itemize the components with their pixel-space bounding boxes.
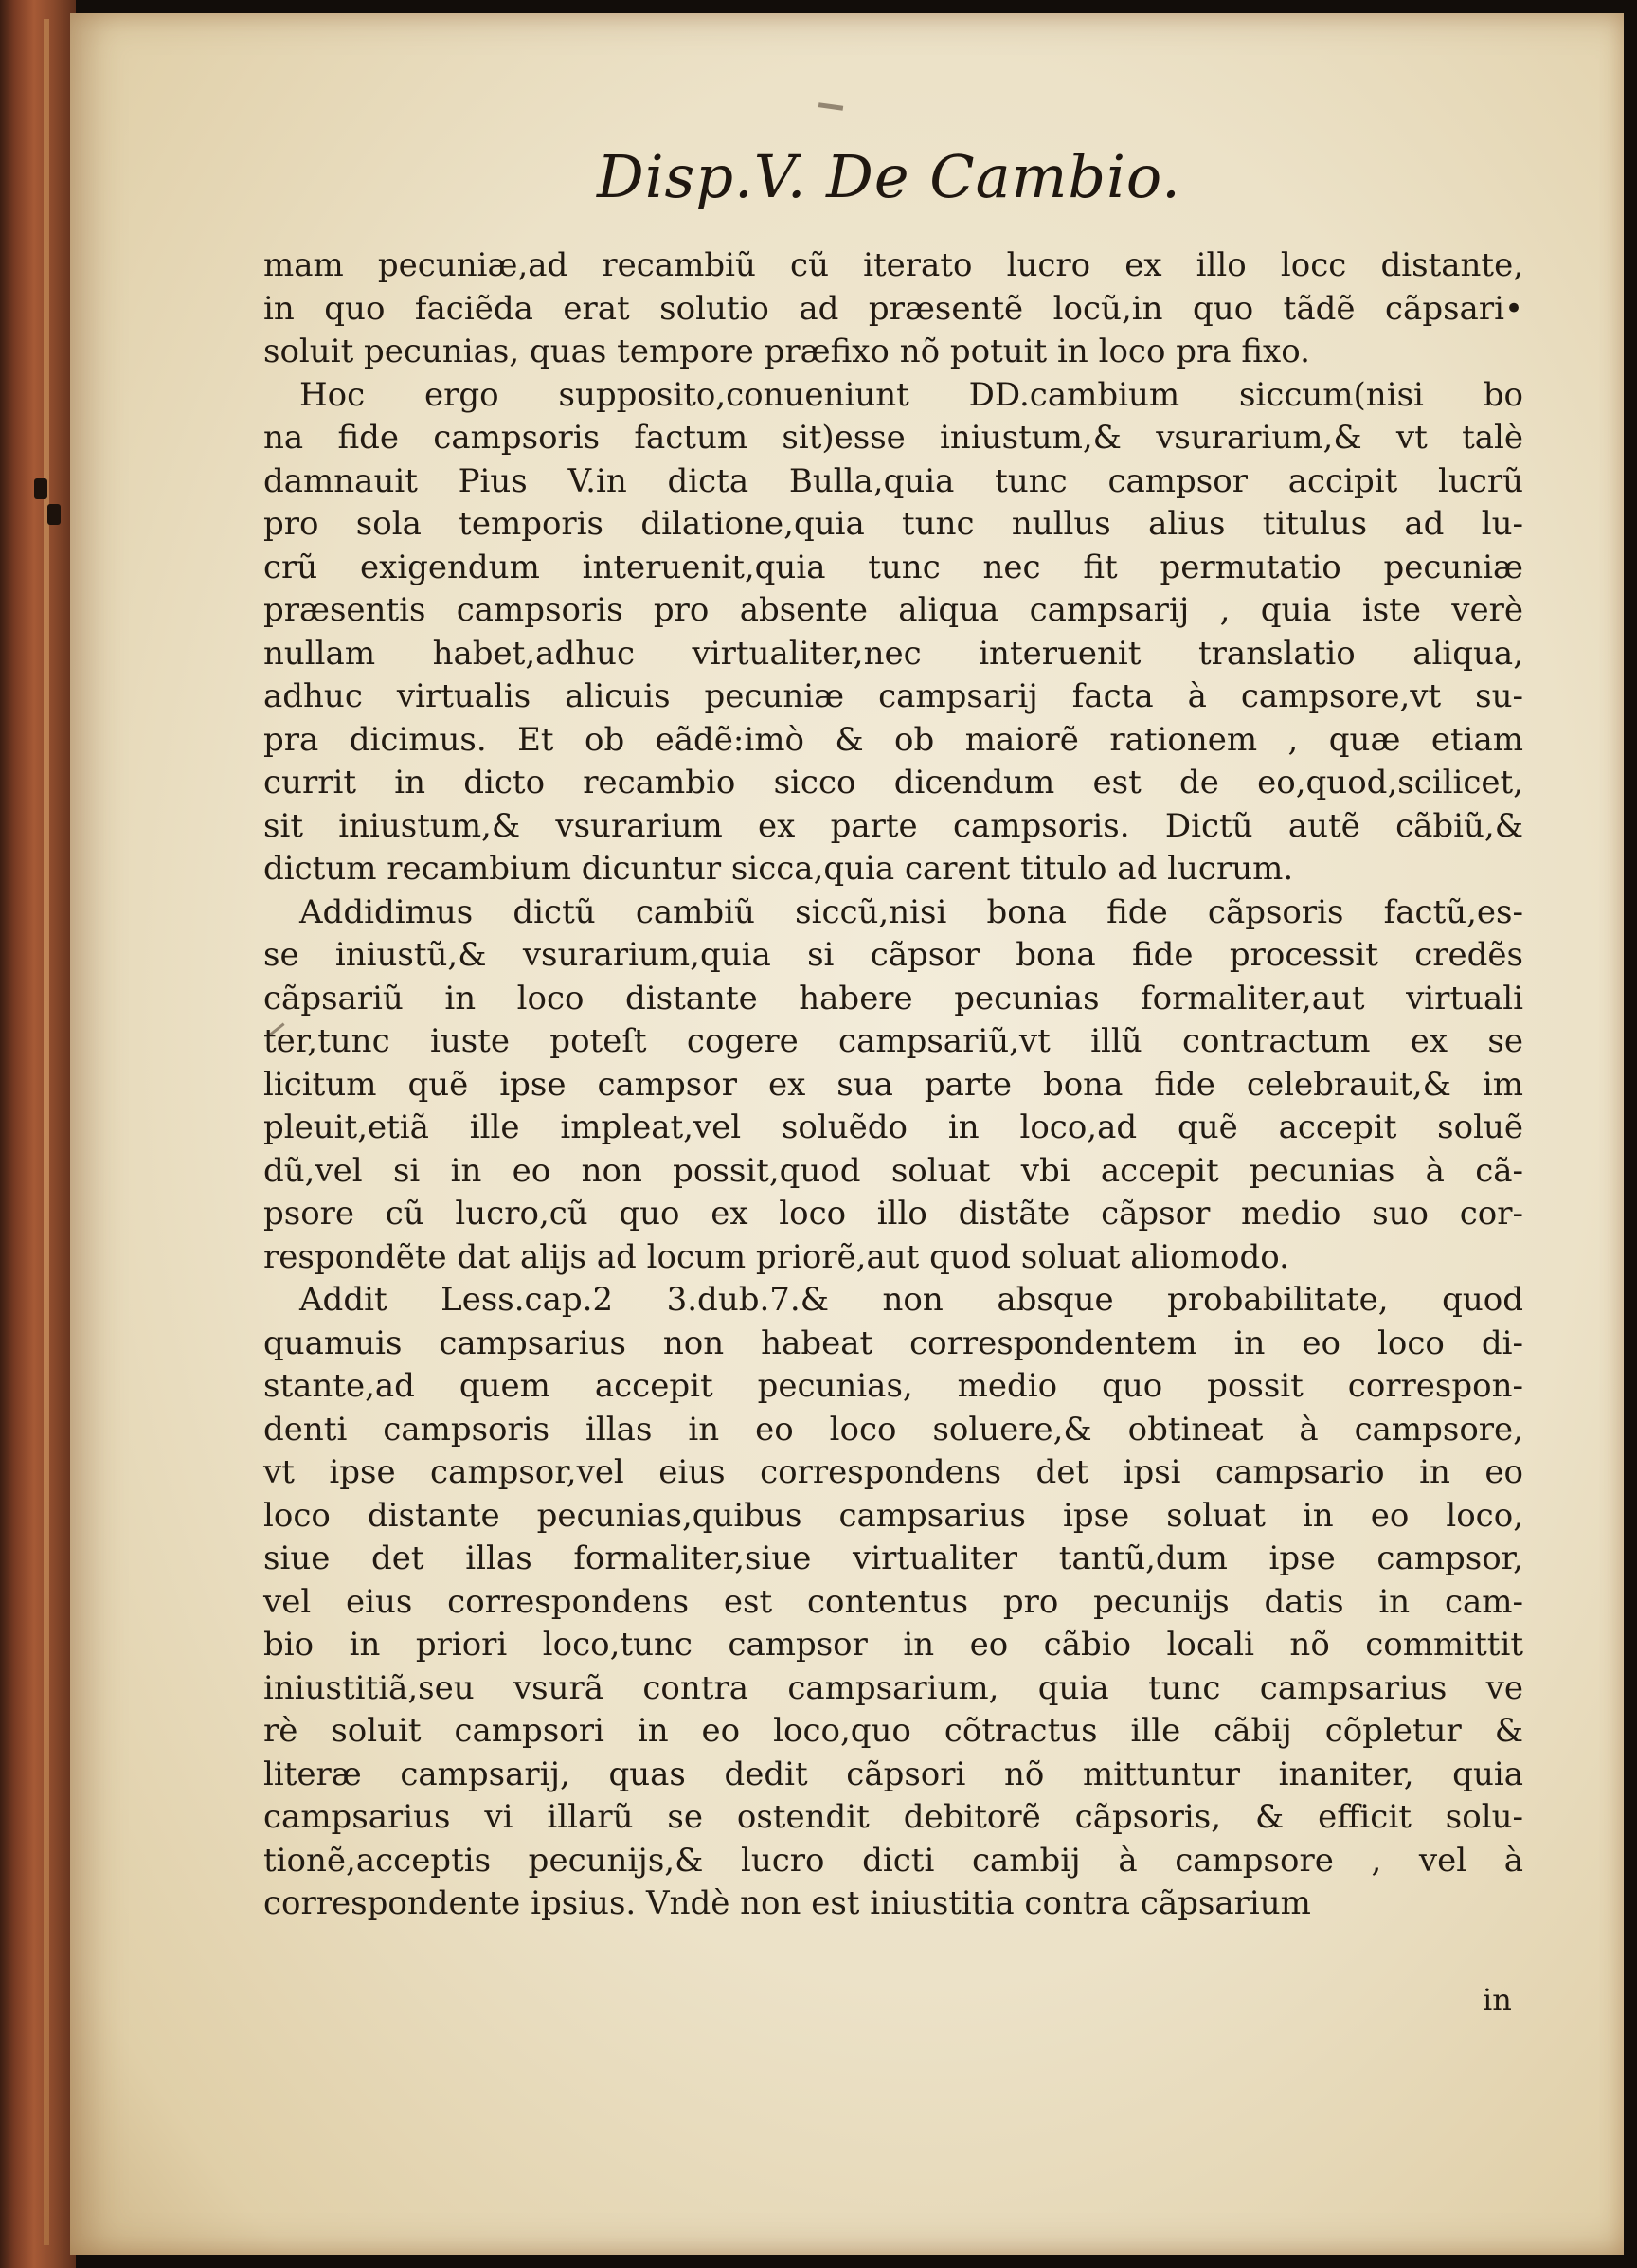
- text-line: campsarius vi illarũ se ostendit debitorẽ cãpsoris, & efficit solu-: [263, 1798, 1523, 1836]
- ink-smudge: [818, 102, 843, 111]
- text-line: correspondente ipsius. Vndè non est iniustitia contra cãpsarium: [263, 1884, 1311, 1922]
- text-line: respondẽte dat alijs ad locum priorẽ,aut quod soluat aliomodo.: [263, 1237, 1289, 1276]
- text-line: pleuit,etiã ille impleat,vel soluẽdo in loco,ad quẽ accepit soluẽ: [263, 1108, 1523, 1146]
- text-line: pra dicimus. Et ob eãdẽ:imò & ob maiorẽ rationem , quæ etiam: [263, 720, 1523, 759]
- book-spine-edge: [0, 0, 76, 2268]
- running-head: Disp.V. De Cambio.: [597, 142, 1181, 211]
- binding-mark: [34, 478, 47, 499]
- text-line: Hoc ergo supposito,conueniunt DD.cambium siccum(nisi bo: [299, 375, 1523, 414]
- text-line: dũ,vel si in eo non possit,quod soluat vbi accepit pecunias à cã-: [263, 1151, 1523, 1190]
- text-line: dictum recambium dicuntur sicca,quia carent titulo ad lucrum.: [263, 850, 1294, 888]
- text-line: psore cũ lucro,cũ quo ex loco illo distãte cãpsor medio suo cor-: [263, 1195, 1523, 1233]
- text-line: currit in dicto recambio sicco dicendum est de eo,quod,scilicet,: [263, 764, 1523, 801]
- text-line: bio in priori loco,tunc campsor in eo cãbio locali nõ committit: [263, 1626, 1523, 1664]
- text-line: tionẽ,acceptis pecunijs,& lucro dicti cambij à campsore , vel à: [263, 1841, 1523, 1880]
- text-line: pro sola temporis dilatione,quia tunc nullus alius titulus ad lu-: [263, 505, 1523, 543]
- text-line: licitum quẽ ipse campsor ex sua parte bona fide celebrauit,& im: [263, 1065, 1523, 1104]
- text-line: nullam habet,adhuc virtualiter,nec interuenit translatio aliqua,: [263, 634, 1523, 673]
- text-line: quamuis campsarius non habeat correspondentem in eo loco di-: [263, 1323, 1523, 1362]
- catchword: in: [1483, 1982, 1512, 2018]
- body-text: [263, 244, 1523, 1926]
- text-line: mam pecuniæ,ad recambiũ cũ iterato lucro ex illo locc distante,: [263, 246, 1523, 284]
- text-line: loco distante pecunias,quibus campsarius ipse soluat in eo loco,: [263, 1496, 1523, 1535]
- text-line: Addidimus dictũ cambiũ siccũ,nisi bona fide cãpsoris factũ,es-: [299, 892, 1523, 931]
- text-line: Addit Less.cap.2 3.dub.7.& non absque probabilitate, quod: [299, 1281, 1523, 1319]
- text-line: rè soluit campsori in eo loco,quo cõtractus ille cãbij cõpletur &: [263, 1712, 1523, 1750]
- text-line: adhuc virtualis alicuis pecuniæ campsarij facta à campsore,vt su-: [263, 677, 1523, 715]
- text-line: stante,ad quem accepit pecunias, medio quo possit correspon-: [263, 1367, 1523, 1405]
- text-line: ter,tunc iuste poteſt cogere campsariũ,vt illũ contractum ex se: [263, 1022, 1523, 1060]
- text-line: denti campsoris illas in eo loco soluere,& obtineat à campsore,: [263, 1410, 1523, 1449]
- text-line: præsentis campsoris pro absente aliqua campsarij , quia iste verè: [263, 591, 1523, 629]
- text-line: literæ campsarij, quas dedit cãpsori nõ mittuntur inaniter, quia: [263, 1755, 1523, 1793]
- text-line: vel eius correspondens est contentus pro pecunijs datis in cam-: [263, 1582, 1523, 1621]
- text-line: soluit pecunias, quas tempore præfixo nõ potuit in loco pra fixo.: [263, 333, 1310, 370]
- text-line: in quo faciẽda erat solutio ad præsentẽ locũ,in quo tãdẽ cãpsari•: [263, 289, 1523, 328]
- text-line: vt ipse campsor,vel eius correspondens det ipsi campsario in eo: [263, 1453, 1523, 1491]
- text-line: cãpsariũ in loco distante habere pecunias formaliter,aut virtuali: [263, 979, 1523, 1017]
- text-line: damnauit Pius V.in dicta Bulla,quia tunc campsor accipit lucrũ: [263, 461, 1523, 500]
- text-line: se iniustũ,& vsurarium,quia si cãpsor bona fide processit credẽs: [263, 936, 1523, 974]
- text-line: iniustitiã,seu vsurã contra campsarium, quia tunc campsarius ve: [263, 1668, 1523, 1707]
- text-line: sit iniustum,& vsurarium ex parte campsoris. Dictũ autẽ cãbiũ,&: [263, 806, 1523, 845]
- gilt-edge-line: [44, 19, 49, 2245]
- binding-mark: [47, 504, 61, 525]
- text-line: crũ exigendum interuenit,quia tunc nec fit permutatio pecuniæ: [263, 548, 1523, 586]
- text-line: siue det illas formaliter,siue virtualiter tantũ,dum ipse campsor,: [263, 1539, 1523, 1577]
- text-line: na fide campsoris factum sit)esse iniustum,& vsurarium,& vt talè: [263, 419, 1523, 457]
